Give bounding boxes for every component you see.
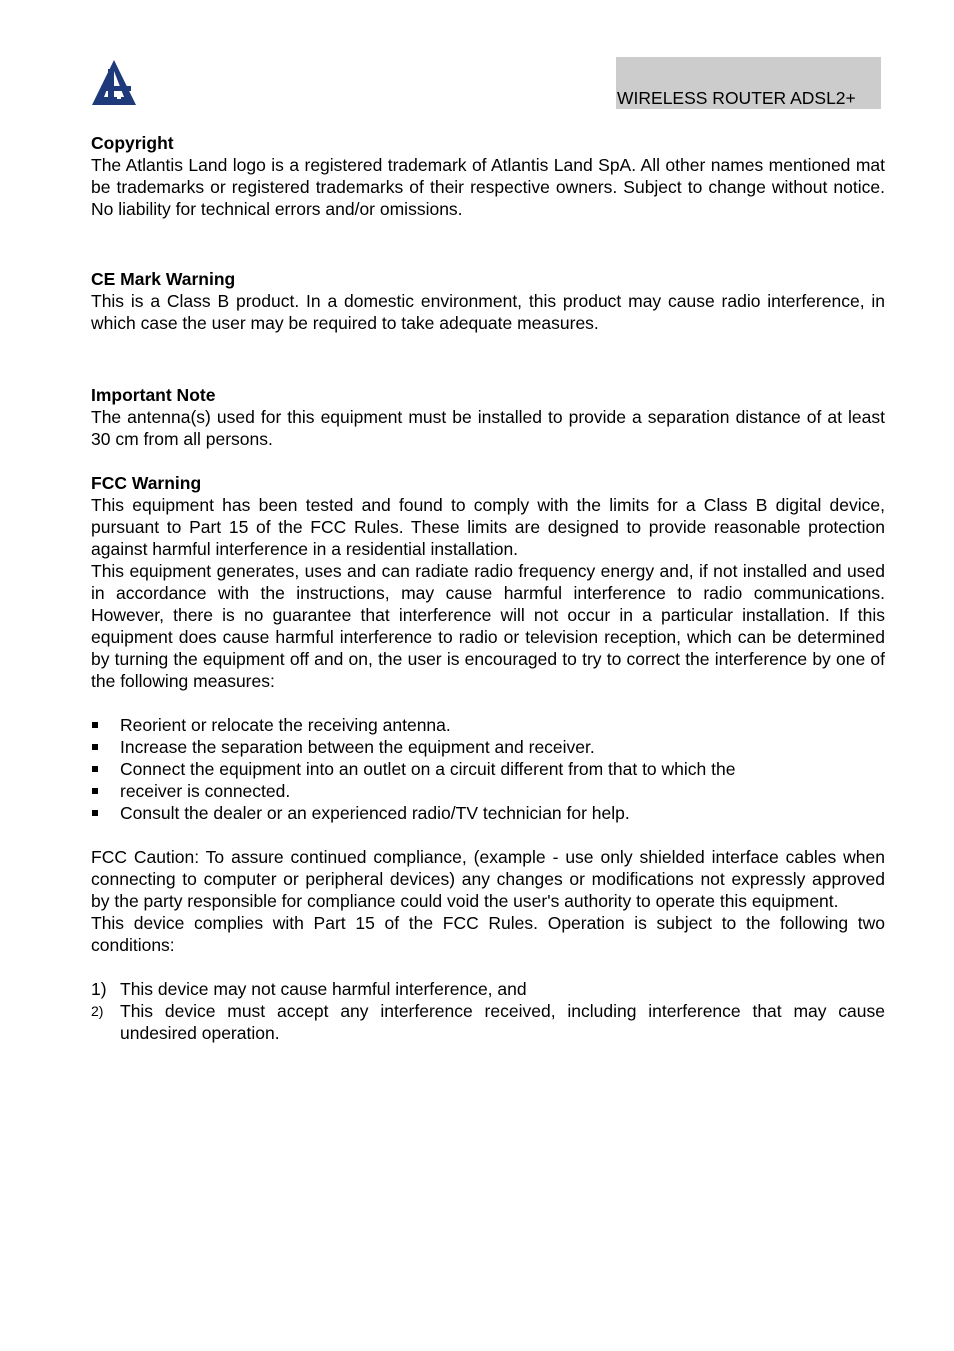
bullet-icon (92, 810, 98, 816)
fcc-caution: FCC Caution: To assure continued compliance, (example - use only shielded interface cables when connecting to computer or peripheral devices) any changes or modifications not expressly approved by the party responsible for compliance could void the user's authority to operate this equipment. (91, 847, 885, 911)
measures-list (91, 714, 885, 824)
important-note-section (91, 384, 885, 450)
measure-text: Connect the equipment into an outlet on a circuit different from that to which the (120, 759, 736, 779)
condition-number: 2) (91, 1003, 104, 1019)
fcc-warning-title: FCC Warning (91, 473, 202, 493)
fcc-warning-section (91, 472, 885, 1044)
copyright-body: The Atlantis Land logo is a registered trademark of Atlantis Land SpA. All other names mentioned mat be trademarks or registered trademarks of their respective owners. Subject to change without notice. No liability for technical errors and/or omissions. (91, 155, 885, 219)
bullet-icon (92, 744, 98, 750)
copyright-section (91, 132, 885, 220)
measure-text: Increase the separation between the equipment and receiver. (120, 737, 595, 757)
list-item (91, 1000, 885, 1044)
condition-text: This device must accept any interference received, including interference that may cause undesired operation. (120, 1001, 885, 1043)
product-label: WIRELESS ROUTER ADSL2+ (617, 88, 856, 108)
condition-text: This device may not cause harmful interference, and (120, 979, 527, 999)
copyright-title: Copyright (91, 133, 174, 153)
list-item (91, 758, 885, 780)
list-item (91, 736, 885, 758)
fcc-compliance: This device complies with Part 15 of the FCC Rules. Operation is subject to the following two conditions: (91, 913, 885, 955)
conditions-list (91, 978, 885, 1044)
fcc-warning-body-1: This equipment has been tested and found to comply with the limits for a Class B digital device, pursuant to Part 15 of the FCC Rules. These limits are designed to provide reasonable protection against harmful interference in a residential installation. (91, 495, 885, 559)
list-item (91, 714, 885, 736)
measure-text: Reorient or relocate the receiving antenna. (120, 715, 451, 735)
important-note-body: The antenna(s) used for this equipment must be installed to provide a separation distance of at least 30 cm from all persons. (91, 407, 885, 449)
ce-warning-body: This is a Class B product. In a domestic environment, this product may cause radio interference, in which case the user may be required to take adequate measures. (91, 291, 885, 333)
important-note-title: Important Note (91, 385, 216, 405)
list-item (91, 802, 885, 824)
atlantis-land-logo-icon (91, 59, 137, 106)
bullet-icon (92, 766, 98, 772)
list-item (91, 978, 885, 1000)
measure-text: Consult the dealer or an experienced radio/TV technician for help. (120, 803, 630, 823)
document-body (91, 132, 885, 1044)
header-product-box (616, 57, 881, 109)
ce-warning-section (91, 268, 885, 334)
fcc-warning-body-2: This equipment generates, uses and can radiate radio frequency energy and, if not installed and used in accordance with the instructions, may cause harmful interference to radio communications. However, there is no guarantee that interference will not occur in a particular installation. If this equipment does cause harmful interference to radio or television reception, which can be determined by turning the equipment off and on, the user is encouraged to try to correct the interference by one of the following measures: (91, 561, 885, 691)
ce-warning-title: CE Mark Warning (91, 269, 236, 289)
measure-text: receiver is connected. (120, 781, 291, 801)
bullet-icon (92, 788, 98, 794)
bullet-icon (92, 722, 98, 728)
condition-number: 1) (91, 979, 107, 999)
list-item (91, 780, 885, 802)
